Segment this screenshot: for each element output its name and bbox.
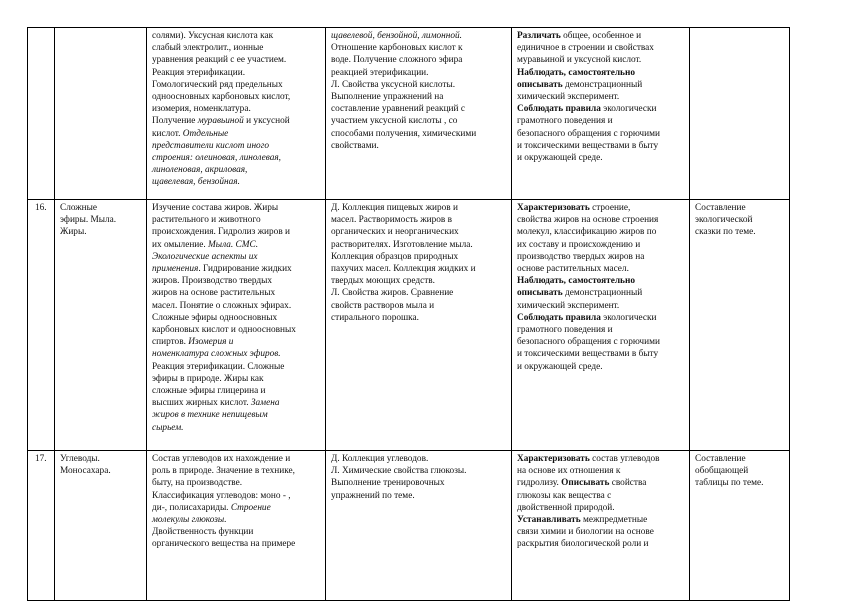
content-line [152,275,320,287]
content-line [152,514,320,526]
activities-line [517,152,684,164]
topic-text-run: эфиры. Мыла. [60,215,117,226]
experiment-text-run: реакцией этерификации. [331,67,429,78]
experiment-line [331,91,506,103]
activities-cell [512,200,690,451]
activities-text-run: на основе их отношения к [517,466,621,477]
content-text-run: роль в природе. Значение в технике, [152,466,295,477]
experiment-text-run: твердых моющих средств. [331,276,435,287]
table-row [28,451,790,601]
project-text-run: сказки по теме. [695,227,756,238]
lesson-number-cell [28,28,55,200]
activities-line [517,91,684,103]
activities-text-run: и токсическими веществами в быту [517,349,659,360]
activities-line [517,526,684,538]
experiment-line [331,312,506,324]
lesson-number-cell [28,451,55,601]
experiment-text-run: Выполнение тренировочных [331,478,445,489]
activities-line [517,502,684,514]
topic-cell [55,451,147,601]
experiment-text-run: составление уравнений реакций с [331,104,465,115]
content-cell [147,28,326,200]
activities-line [517,490,684,502]
content-line [152,287,320,299]
project-line [695,465,784,477]
table-row [28,200,790,451]
activities-line [517,361,684,373]
activities-text-run: описывать [517,288,563,299]
activities-text-run: глюкозы как вещества с [517,490,612,501]
content-text-run: Отдельные [182,128,229,139]
topic-line [60,453,141,465]
activities-text-run: Соблюдать правила [517,312,601,323]
activities-cell [512,28,690,200]
activities-text-run: молекул, классификацию жиров по [517,227,657,238]
experiment-line [331,287,506,299]
project-text-run: экологической [695,215,753,226]
project-text-run: таблицы по теме. [695,478,764,489]
project-cell [690,200,790,451]
content-text-run: жиров в технике непищевым [152,410,268,421]
activities-text-run: грамотного поведения и [517,325,613,336]
activities-line [517,79,684,91]
content-text-run: Строение [230,502,271,513]
experiment-cell [326,451,512,601]
content-cell [147,200,326,451]
content-line [152,453,320,465]
content-line [152,336,320,348]
experiment-text-run: стирального порошка. [331,312,419,323]
experiment-line [331,30,506,42]
activities-line [517,128,684,140]
content-line [152,538,320,550]
content-text-run: представители кислот иного [152,140,269,151]
activities-text-run: Соблюдать правила [517,104,601,115]
content-text-run: эфиры в природе. Жиры как [152,373,264,384]
content-text-run: Замена [250,398,280,409]
experiment-line [331,67,506,79]
project-text-run: Составление [695,203,746,213]
experiment-line [331,54,506,66]
content-line [152,103,320,115]
content-text-run: масел. Понятие о сложных эфирах. [152,300,292,311]
activities-text-run: состав углеводов [589,454,660,464]
project-cell [690,28,790,200]
experiment-line [331,42,506,54]
activities-text-run: единичное в строении и свойствах [517,43,654,54]
activities-text-run: безопасного обращения с горючими [517,128,660,139]
activities-line [517,465,684,477]
activities-line [517,202,684,214]
topic-text-run: Моносахара. [60,466,111,477]
activities-line [517,324,684,336]
content-text-run: Реакция этерификации. Сложные [152,361,285,372]
experiment-text-run: Отношение карбоновых кислот к [331,43,463,54]
topic-cell [55,28,147,200]
lesson-number: 16. [35,203,47,213]
activities-line [517,300,684,312]
activities-text-run: общее, особенное и [560,31,642,41]
activities-text-run: Устанавливать [517,515,581,526]
content-line [152,385,320,397]
activities-line [517,67,684,79]
experiment-line [331,239,506,251]
content-line [152,91,320,103]
experiment-text-run: Л. Свойства уксусной кислоты. [331,79,456,90]
content-text-run: щавелевая, бензойная. [152,177,240,188]
activities-line [517,103,684,115]
content-line [152,324,320,336]
activities-line [517,348,684,360]
experiment-text-run: органических и неорганических [331,227,459,238]
experiment-text-run: способами получения, химическими [331,128,477,139]
content-text-run: Состав углеводов их нахождение и [152,454,291,464]
project-cell [690,451,790,601]
experiment-text-run: Д. Коллекция пищевых жиров и [331,203,458,213]
content-line [152,202,320,214]
content-text-run: кислот. [152,128,183,139]
content-line [152,214,320,226]
content-text-run: линоленовая, акриловая, [152,165,248,176]
activities-text-run: химический эксперимент. [517,92,620,103]
lesson-plan-table [27,27,790,601]
topic-text-run: Сложные [60,203,98,213]
content-text-run: их омыление. [152,239,209,250]
activities-text-run: муравьиной и уксусной кислот. [517,55,642,66]
experiment-line [331,103,506,115]
activities-text-run: раскрытия биологической роли и [517,539,649,550]
experiment-line [331,477,506,489]
content-line [152,300,320,312]
experiment-text-run: Л. Химические свойства глюкозы. [331,466,467,477]
project-line [695,202,784,214]
content-line [152,251,320,263]
content-text-run: одноосновных карбоновых кислот, [152,92,291,103]
experiment-line [331,275,506,287]
content-text-run: Сложные эфиры одноосновных [152,312,278,323]
experiment-text-run: воде. Получение сложного эфира [331,55,463,66]
activities-text-run: демонстрационный [562,79,643,90]
experiment-line [331,251,506,263]
content-text-run: Получение [152,116,198,127]
activities-line [517,251,684,263]
experiment-text-run: свойств растворов мыла и [331,300,435,311]
activities-text-run: демонстрационный [562,288,643,299]
content-text-run: применения [152,264,199,275]
activities-line [517,477,684,489]
activities-line [517,287,684,299]
content-line [152,115,320,127]
content-text-run: . Гидрирование жидких [198,264,292,275]
content-text-run: сложные эфиры глицерина и [152,386,266,397]
experiment-text-run: свойствами. [331,140,379,151]
activities-text-run: экологически [600,104,657,115]
activities-line [517,275,684,287]
content-text-run: Двойственность функции [152,527,254,538]
content-line [152,373,320,385]
content-line [152,263,320,275]
content-text-run: жиров. Производство твердых [152,276,272,287]
activities-text-run: Описывать [561,478,610,489]
activities-text-run: Различать [517,31,561,41]
project-line [695,226,784,238]
activities-line [517,226,684,238]
activities-line [517,140,684,152]
activities-line [517,453,684,465]
experiment-line [331,490,506,502]
content-line [152,67,320,79]
activities-text-run: строение, [589,203,631,213]
activities-line [517,263,684,275]
activities-text-run: производство твердых жиров на [517,251,645,262]
content-line [152,30,320,42]
table-row [28,28,790,200]
activities-line [517,30,684,42]
content-text-run: жиров на основе растительных [152,288,276,299]
experiment-text-run: Л. Свойства жиров. Сравнение [331,288,454,299]
content-line [152,239,320,251]
activities-text-run: грамотного поведения и [517,116,613,127]
content-text-run: строения: олеиновая, линолевая, [152,153,282,164]
content-text-run: изомерия, номенклатура. [152,104,251,115]
content-line [152,348,320,360]
activities-text-run: межпредметные [580,515,648,526]
content-line [152,465,320,477]
content-text-run: и уксусной [243,116,290,127]
activities-text-run: химический эксперимент. [517,300,620,311]
activities-line [517,538,684,550]
experiment-line [331,79,506,91]
topic-text-run: Жиры. [60,227,87,238]
content-text-run: высших жирных кислот. [152,398,251,409]
content-text-run: муравьиной [197,116,244,127]
project-line [695,214,784,226]
experiment-cell [326,200,512,451]
content-text-run: растительного и животного [152,215,261,226]
content-text-run: уравнения реакций с ее участием. [152,55,287,66]
activities-line [517,115,684,127]
project-line [695,477,784,489]
activities-text-run: и окружающей среде. [517,153,603,164]
activities-text-run: Наблюдать, самостоятельно [517,276,635,287]
project-text-run: обобщающей [695,466,749,477]
activities-line [517,239,684,251]
content-text-run: слабый электролит., ионные [152,43,264,54]
content-text-run: солями). Уксусная кислота как [152,31,274,41]
activities-text-run: описывать [517,79,563,90]
activities-text-run: и окружающей среде. [517,361,603,372]
activities-text-run: свойства жиров на основе строения [517,215,659,226]
lesson-number-cell [28,200,55,451]
experiment-line [331,263,506,275]
activities-text-run: основе растительных масел. [517,264,629,275]
activities-line [517,54,684,66]
content-line [152,140,320,152]
content-cell [147,451,326,601]
topic-text-run: Углеводы. [60,454,100,464]
experiment-line [331,453,506,465]
content-text-run: ди-, полисахариды. [152,502,231,513]
activities-text-run: экологически [600,312,657,323]
content-text-run: молекулы глюкозы. [152,515,227,526]
content-line [152,176,320,188]
content-text-run: Мыла. СМС. [208,239,259,250]
activities-text-run: гидролизу. [517,478,562,489]
activities-text-run: Наблюдать, самостоятельно [517,67,635,78]
content-line [152,152,320,164]
experiment-text-run: растворителях. Изготовление мыла. [331,239,473,250]
lesson-number: 17. [35,454,47,464]
experiment-cell [326,28,512,200]
content-text-run: карбоновых кислот и одноосновных [152,325,296,336]
topic-cell [55,200,147,451]
content-line [152,397,320,409]
content-line [152,226,320,238]
activities-text-run: свойства [609,478,647,489]
content-line [152,526,320,538]
activities-text-run: Характеризовать [517,203,590,213]
content-text-run: спиртов. [152,337,189,348]
activities-text-run: их составу и происхождению и [517,239,641,250]
content-text-run: Реакция этерификации. [152,67,246,78]
activities-text-run: связи химии и биологии на основе [517,527,654,538]
experiment-line [331,128,506,140]
content-line [152,42,320,54]
activities-cell [512,451,690,601]
activities-line [517,42,684,54]
content-line [152,490,320,502]
activities-text-run: двойственной природой. [517,502,615,513]
experiment-line [331,226,506,238]
content-line [152,312,320,324]
content-text-run: Экологические аспекты их [152,251,258,262]
content-text-run: Изомерия и [188,337,234,348]
content-text-run: номенклатура сложных эфиров. [152,349,281,360]
content-line [152,422,320,434]
topic-line [60,202,141,214]
experiment-line [331,115,506,127]
experiment-text-run: масел. Растворимость жиров в [331,215,453,226]
content-line [152,502,320,514]
content-line [152,128,320,140]
experiment-line [331,214,506,226]
experiment-line [331,465,506,477]
content-line [152,477,320,489]
experiment-text-run: Выполнение упражнений на [331,92,444,103]
content-text-run: органического вещества на примере [152,539,296,550]
content-text-run: Изучение состава жиров. Жиры [152,203,279,213]
project-text-run: Составление [695,454,746,464]
experiment-line [331,140,506,152]
activities-line [517,336,684,348]
activities-line [517,514,684,526]
content-line [152,164,320,176]
experiment-line [331,300,506,312]
topic-line [60,214,141,226]
content-line [152,79,320,91]
experiment-text-run: Д. Коллекция углеводов. [331,454,429,464]
experiment-text-run: Коллекция образцов природных [331,251,459,262]
project-line [695,453,784,465]
activities-text-run: безопасного обращения с горючими [517,337,660,348]
content-line [152,409,320,421]
content-line [152,361,320,373]
activities-line [517,214,684,226]
experiment-text-run: пахучих масел. Коллекция жидких и [331,264,476,275]
content-text-run: Гомологический ряд предельных [152,79,283,90]
content-text-run: сырьем. [152,422,184,433]
activities-line [517,312,684,324]
content-text-run: быту, на производстве. [152,478,243,489]
experiment-text-run: участием уксусной кислоты , со [331,116,458,127]
content-line [152,54,320,66]
content-text-run: происхождения. Гидролиз жиров и [152,227,291,238]
topic-line [60,465,141,477]
experiment-text-run: упражнений по теме. [331,490,415,501]
activities-text-run: и токсическими веществами в быту [517,140,659,151]
experiment-text-run: щавелевой, бензойной, лимонной. [331,31,463,41]
experiment-line [331,202,506,214]
content-text-run: Классификация углеводов: моно - , [152,490,291,501]
topic-line [60,226,141,238]
activities-text-run: Характеризовать [517,454,590,464]
